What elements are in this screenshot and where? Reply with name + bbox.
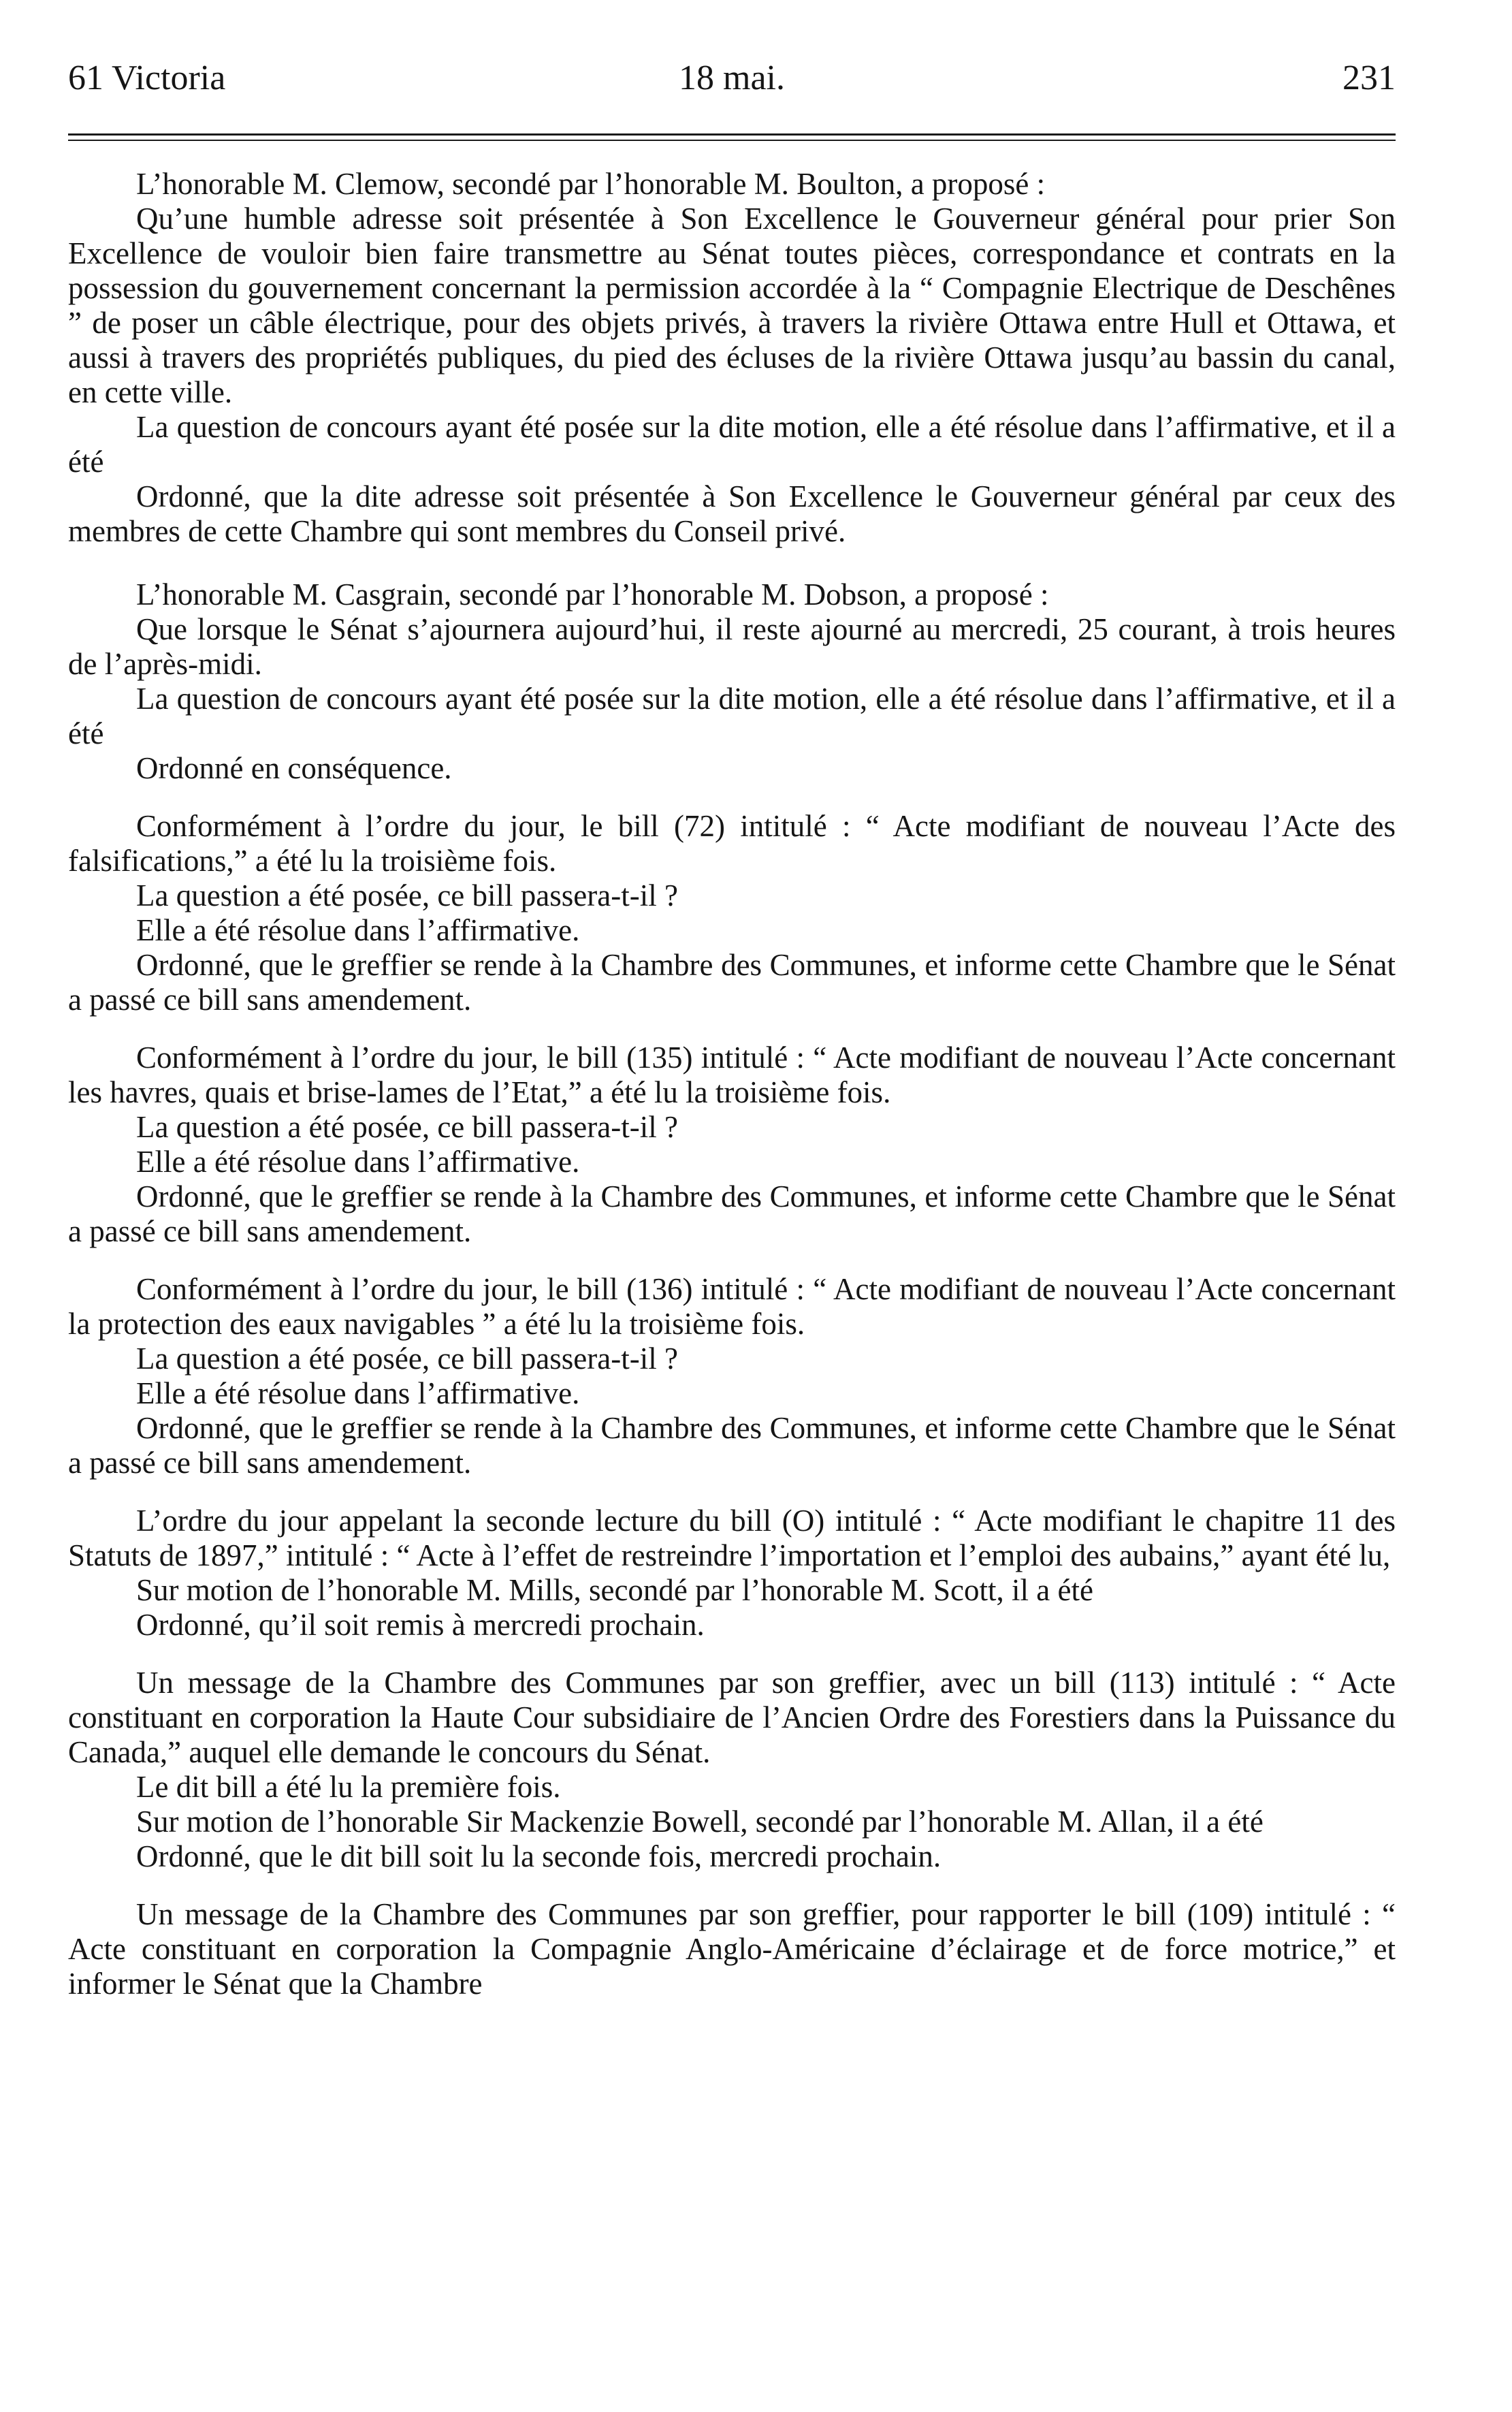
page-number: 231 [1342, 59, 1396, 97]
paragraph: Elle a été résolue dans l’affirmative. [136, 1145, 580, 1179]
entry-bill-113-message [68, 1666, 1396, 1874]
entry-bill-109-message [68, 1897, 1396, 2001]
paragraph: Elle a été résolue dans l’affirmative. [136, 1376, 580, 1410]
paragraph: La question de concours ayant été posée sur la dite motion, elle a été résolue dans l’affirmative, et il a été [68, 410, 1396, 479]
paragraph: Ordonné, que le greffier se rende à la Chambre des Communes, et informe cette Chambre que le Sénat a passé ce bill sans amendement. [68, 948, 1396, 1017]
paragraph: Conformément à l’ordre du jour, le bill (135) intitulé : “ Acte modifiant de nouveau l’Acte concernant les havres, quais et brise-lames de l’Etat,” a été lu la troisième fois. [68, 1041, 1396, 1109]
entry-bill-136 [68, 1272, 1396, 1480]
paragraph: L’honorable M. Clemow, secondé par l’honorable M. Boulton, a proposé : [136, 167, 1046, 201]
paragraph: La question a été posée, ce bill passera-t-il ? [136, 878, 678, 913]
paragraph: Un message de la Chambre des Communes par son greffier, avec un bill (113) intitulé : “ Acte constituant en corporation la Haute Cour subsidiaire de l’Ancien Ordre des Forestiers dans la Puissance du Canada,” auquel elle demande le concours du Sénat. [68, 1666, 1396, 1769]
paragraph: Conformément à l’ordre du jour, le bill (72) intitulé : “ Acte modifiant de nouveau l’Acte des falsifications,” a été lu la troisième fois. [68, 809, 1396, 878]
entry-bill-135 [68, 1041, 1396, 1249]
entry-casgrain-adjournment [68, 577, 1396, 786]
paragraph: Ordonné, que la dite adresse soit présentée à Son Excellence le Gouverneur général par ceux des membres de cette Chambre qui sont membres du Conseil privé. [68, 479, 1396, 548]
entry-bill-72 [68, 809, 1396, 1017]
paragraph: Ordonné, qu’il soit remis à mercredi prochain. [136, 1608, 705, 1642]
paragraph: Le dit bill a été lu la première fois. [136, 1770, 561, 1804]
paragraph: Ordonné, que le dit bill soit lu la seconde fois, mercredi prochain. [136, 1839, 942, 1873]
entry-clemow-address [68, 167, 1396, 549]
paragraph: Ordonné en conséquence. [136, 751, 452, 785]
header-date: 18 mai. [679, 59, 785, 97]
paragraph: La question de concours ayant été posée sur la dite motion, elle a été résolue dans l’affirmative, et il a été [68, 682, 1396, 750]
journal-body [68, 167, 1396, 2001]
paragraph: Qu’une humble adresse soit présentée à Son Excellence le Gouverneur général pour prier Son Excellence de vouloir bien faire transmettre au Sénat toutes pièces, correspondance et contrats en la possession du gouvernement concernant la permission accordée à la “ Compagnie Electrique de Deschênes ” de poser un câble électrique, pour des objets privés, à travers la rivière Ottawa entre Hull et Ottawa, et aussi à travers des propriétés publiques, du pied des écluses de la rivière Ottawa jusqu’au bassin du canal, en cette ville. [68, 202, 1396, 409]
document-page [68, 54, 1396, 2030]
paragraph: L’ordre du jour appelant la seconde lecture du bill (O) intitulé : “ Acte modifiant le chapitre 11 des Statuts de 1897,” intitulé : “ Acte à l’effet de restreindre l’importation et l’emploi des aubains,” ayant été lu, [68, 1504, 1396, 1572]
paragraph: La question a été posée, ce bill passera-t-il ? [136, 1110, 678, 1144]
header-double-rule [68, 133, 1396, 141]
paragraph: Ordonné, que le greffier se rende à la Chambre des Communes, et informe cette Chambre que le Sénat a passé ce bill sans amendement. [68, 1179, 1396, 1248]
paragraph: Que lorsque le Sénat s’ajournera aujourd’hui, il reste ajourné au mercredi, 25 courant, à trois heures de l’après-midi. [68, 612, 1396, 681]
paragraph: Un message de la Chambre des Communes par son greffier, pour rapporter le bill (109) intitulé : “ Acte constituant en corporation la Compagnie Anglo-Américaine d’éclairage et de force motrice,” et informer le Sénat que la Chambre [68, 1897, 1396, 2001]
paragraph: Ordonné, que le greffier se rende à la Chambre des Communes, et informe cette Chambre que le Sénat a passé ce bill sans amendement. [68, 1411, 1396, 1480]
paragraph: L’honorable M. Casgrain, secondé par l’honorable M. Dobson, a proposé : [136, 577, 1049, 612]
paragraph: Sur motion de l’honorable M. Mills, secondé par l’honorable M. Scott, il a été [136, 1573, 1093, 1607]
paragraph: La question a été posée, ce bill passera-t-il ? [136, 1342, 678, 1376]
entry-bill-o [68, 1504, 1396, 1643]
paragraph: Elle a été résolue dans l’affirmative. [136, 913, 580, 947]
paragraph: Sur motion de l’honorable Sir Mackenzie Bowell, secondé par l’honorable M. Allan, il a été [136, 1805, 1264, 1839]
running-header [68, 54, 1396, 102]
paragraph: Conformément à l’ordre du jour, le bill (136) intitulé : “ Acte modifiant de nouveau l’Acte concernant la protection des eaux navigables ” a été lu la troisième fois. [68, 1272, 1396, 1341]
header-regnal-year: 61 Victoria [68, 59, 226, 97]
